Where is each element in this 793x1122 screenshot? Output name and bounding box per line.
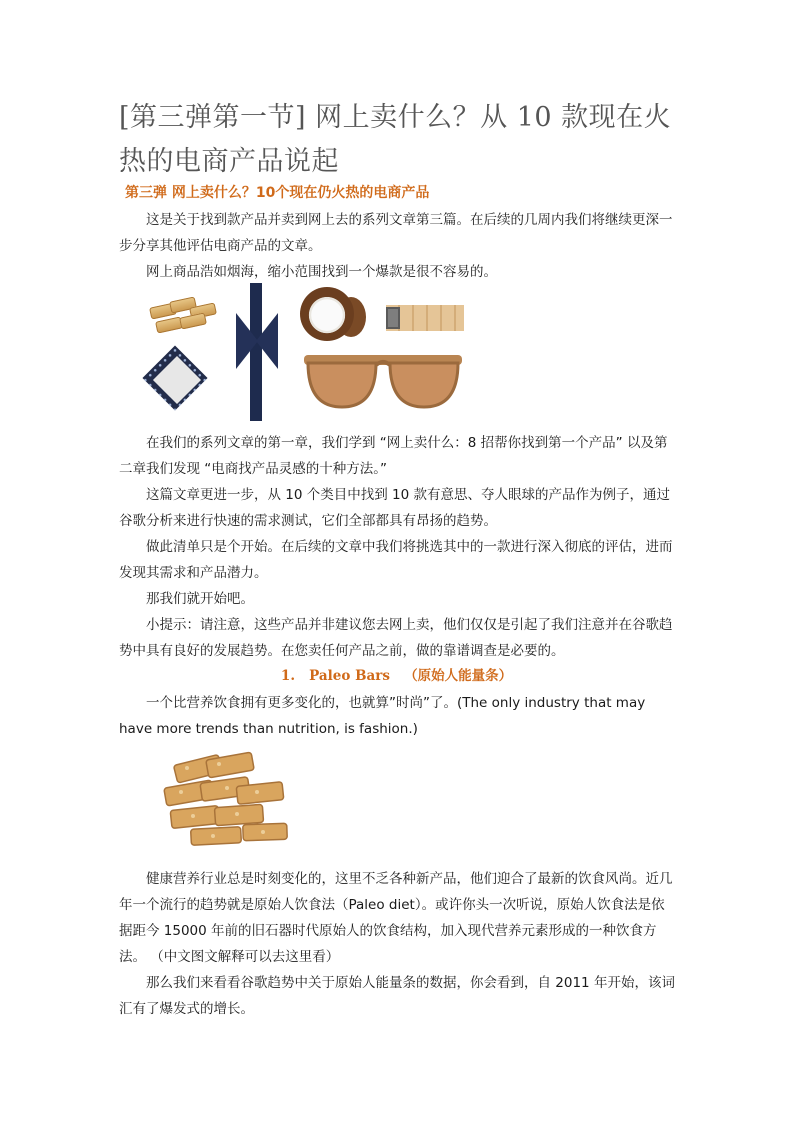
- wooden-sunglasses-icon: [302, 353, 464, 411]
- paragraph-next-steps: 做此清单只是个开始。在后续的文章中我们将挑选其中的一款进行深入彻底的评估，进而发现其需求和产品潜力。: [119, 539, 673, 581]
- paragraph-fashion-quote: 一个比营养饮食拥有更多变化的，也就算”时尚”了。(The only industry that may have more trends than nutrition, is fashion.): [119, 695, 646, 737]
- paragraph-scope: 网上商品浩如烟海，缩小范围找到一个爆款是很不容易的。: [146, 264, 497, 280]
- section-name-cn: （原始人能量条）: [404, 668, 513, 684]
- section-heading-paleo-bars: [0, 664, 793, 684]
- paragraph-google-trends: 那么我们来看看谷歌趋势中关于原始人能量条的数据，你会看到，自 2011 年开始，该词汇有了爆发式的增长。: [119, 975, 675, 1017]
- paragraph-start: 那我们就开始吧。: [146, 591, 254, 607]
- granola-bar-icon: [179, 312, 207, 329]
- coconut-icon: [300, 287, 354, 341]
- page-title: [第三弹第一节] 网上卖什么？从 10 款现在火热的电商产品说起: [119, 102, 672, 177]
- paragraph-method: 这篇文章更进一步，从 10 个类目中找到 10 款有意思、夺人眼球的产品作为例子，通过谷歌分析来进行快速的需求测试，它们全部都具有昂扬的趋势。: [119, 487, 671, 529]
- paragraph-tip: 小提示：请注意，这些产品并非建议您去网上卖，他们仅仅是引起了我们注意并在谷歌趋势中具有良好的发展趋势。在您卖任何产品之前，做的靠谱调查是必要的。: [119, 617, 673, 659]
- bowtie-icon: [236, 313, 258, 369]
- bowtie-icon: [256, 313, 278, 369]
- product-collage-image: [140, 283, 470, 421]
- paragraph-series-recap: 在我们的系列文章的第一章，我们学到 “网上卖什么：8 招帮你找到第一个产品” 以及第二章我们发现 “电商找产品灵感的十种方法。”: [119, 435, 668, 477]
- paragraph-intro: 这是关于找到款产品并卖到网上去的系列文章第三篇。在后续的几周内我们将继续更深一步分享其他评估电商产品的文章。: [119, 212, 673, 254]
- belt-buckle-icon: [386, 307, 400, 329]
- article-subtitle: 第三弹 网上卖什么？10个现在仍火热的电商产品: [125, 185, 430, 201]
- section-number: 1.: [280, 668, 296, 684]
- paleo-bars-image: [157, 750, 292, 850]
- paragraph-paleo-diet: 健康营养行业总是时刻变化的，这里不乏各种新产品，他们迎合了最新的饮食风尚。近几年一个流行的趋势就是原始人饮食法（Paleo diet）。或许你头一次听说，原始人饮食法是依据距今 15000 年前的旧石器时代原始人的饮食结构，加入现代营养元素形成的一种饮食方法。 （中文图文解释可以去这里看）: [119, 871, 673, 965]
- section-name-en: Paleo Bars: [309, 668, 390, 684]
